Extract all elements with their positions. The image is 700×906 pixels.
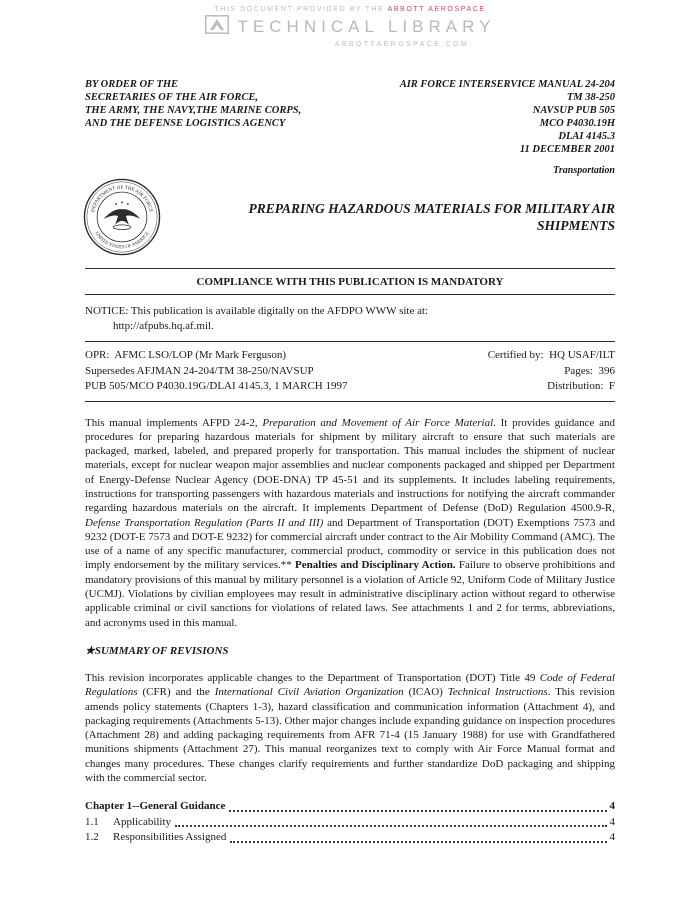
series-category: Transportation	[553, 165, 615, 176]
divider	[85, 341, 615, 342]
pages-count: Pages: 396	[564, 364, 615, 377]
watermark-url-link[interactable]: ABBOTTAEROSPACE.COM	[334, 41, 470, 48]
publication-date: 11 DECEMBER 2001	[519, 144, 615, 155]
divider	[85, 401, 615, 402]
masthead	[85, 78, 615, 156]
opr-block	[85, 348, 615, 395]
watermark-title: TECHNICAL LIBRARY	[237, 17, 496, 36]
publication-number-line: NAVSUP PUB 505	[532, 105, 615, 116]
seal-text-top: DEPARTMENT OF THE AIR FORCE	[90, 184, 154, 213]
toc-item-row	[85, 815, 615, 831]
certified-by: Certified by: HQ USAF/ILT	[487, 349, 615, 361]
seal-text-bottom: UNITED STATES OF AMERICA	[93, 231, 151, 251]
distribution: Distribution: F	[547, 380, 615, 392]
authority-line: AND THE DEFENSE LOGISTICS AGENCY	[85, 118, 286, 129]
toc-page-number: 4	[609, 800, 615, 813]
compliance-statement: COMPLIANCE WITH THIS PUBLICATION IS MANDATORY	[196, 276, 504, 288]
availability-notice	[85, 304, 615, 333]
divider	[85, 294, 615, 295]
seal-title-row	[85, 178, 615, 261]
toc-item-row	[85, 830, 615, 846]
publication-numbers-block	[400, 78, 615, 156]
toc-item-number: 1.2	[85, 831, 99, 844]
implementation-paragraph: This manual implements AFPD 24-2, Preparation and Movement of Air Force Material. It provides guidance and procedures for preparing hazardous materials for shipment by military aircraft to ensure that such materials are packaged, marked, labeled, and prepared properly for transportation. This manual includes the shipment of nuclear materials, except for nuclear weapon major assemblies and nuclear components packaged and shipped per Department of Energy-Defense Nuclear Agency (DOE-DNA) TP 45-51 and its supplements. It includes labeling requirements, instructions for transporting passengers with hazardous materials and instructions for notifying the aircraft commander regarding hazardous materials on the aircraft. It implements Department of Defense (DoD) Regulation 4500.9-R, Defense Transportation Regulation (Parts II and III) and Department of Transportation (DOT) Exemptions 7573 and 9232 (DOT-E 7573 and DOT-E 9232) for commercial aircraft under contract to the Air Mobility Command (AMC). The use of a name of any specific manufacturer, commercial product, commodity or service in this publication does not imply endorsement by the military services.** Penalties and Disciplinary Action. Failure to observe prohibitions and mandatory provisions of this manual by military personnel is a violation of Article 92, Uniform Code of Military Justice (UCMJ). Violations by civilian employees may result in administrative disciplinary action without regard to otherwise applicable criminal or civil sanctions for violations of related laws. See attachments 1 and 2 for terms, abbreviations, and acronyms used in this manual.	[85, 416, 615, 629]
toc-item-label: Responsibilities Assigned	[113, 831, 227, 844]
order-authority-block	[85, 78, 301, 156]
dot-leader	[229, 810, 606, 812]
publication-number-line: TM 38-250	[566, 92, 615, 103]
toc-chapter-row	[85, 799, 615, 815]
watermark-provided-prefix: THIS DOCUMENT PROVIDED BY THE	[214, 6, 388, 13]
divider	[85, 268, 615, 269]
opr-row	[85, 379, 615, 395]
opr-row	[85, 348, 615, 364]
document-title: PREPARING HAZARDOUS MATERIALS FOR MILITARY AIR SHIPMENTS	[248, 201, 615, 233]
authority-line: BY ORDER OF THE	[85, 79, 179, 90]
toc-page-number: 4	[609, 815, 615, 828]
opr-office: OPR: AFMC LSO/LOP (Mr Mark Ferguson)	[85, 349, 287, 361]
publication-url-link[interactable]: http://afpubs.hq.af.mil.	[113, 319, 214, 332]
air-force-seal	[83, 178, 161, 261]
abbott-logo-icon	[205, 15, 229, 39]
toc-page-number: 4	[609, 831, 615, 844]
supersedes-line: PUB 505/MCO P4030.19G/DLAI 4145.3, 1 MARCH 1997	[85, 380, 348, 392]
toc-chapter-label: Chapter 1--General Guidance	[85, 800, 226, 813]
dot-leader	[175, 825, 606, 827]
summary-of-revisions-heading: ★SUMMARY OF REVISIONS	[85, 644, 229, 657]
abbott-watermark	[85, 6, 615, 48]
publication-number-line: MCO P4030.19H	[539, 118, 615, 129]
notice-text: NOTICE: This publication is available digitally on the AFDPO WWW site at:	[85, 305, 429, 317]
toc-item-label: Applicability	[113, 815, 172, 828]
authority-line: SECRETARIES OF THE AIR FORCE,	[85, 92, 259, 103]
opr-row	[85, 364, 615, 380]
publication-number-line: AIR FORCE INTERSERVICE MANUAL 24-204	[399, 79, 615, 90]
watermark-provided-line	[85, 6, 615, 13]
authority-line: THE ARMY, THE NAVY,THE MARINE CORPS,	[85, 105, 302, 116]
watermark-title-row	[85, 15, 615, 39]
publication-number-line: DLAI 4145.3	[558, 131, 615, 142]
toc-item-number: 1.1	[85, 815, 99, 828]
watermark-provider-name: ABBOTT AEROSPACE	[387, 6, 486, 13]
revisions-paragraph: This revision incorporates applicable changes to the Department of Transportation (DOT) Title 49 Code of Federal Regulations (CFR) and the International Civil Aviation Organization (ICAO) Technical Instructions. This revision amends policy statements (Chapters 1-3), hazard classification and communication information (Attachment 4), and packaging requirements (Attachments 5-13). Other major changes include expanding guidance on inspection procedures (Attachment 28) and adding packaging requirements from AFR 71-4 (15 January 1988) for use with Grandfathered munitions shipments (Attachment 27). This manual reorganizes text to comply with Air Force Manual format and changes many procedures. These changes clarify requirements and further standardize DoD packaging and shipping with the commercial sector.	[85, 671, 616, 785]
supersedes-line: Supersedes AFJMAN 24-204/TM 38-250/NAVSUP	[85, 364, 314, 377]
dot-leader	[230, 841, 606, 843]
table-of-contents	[85, 799, 615, 846]
